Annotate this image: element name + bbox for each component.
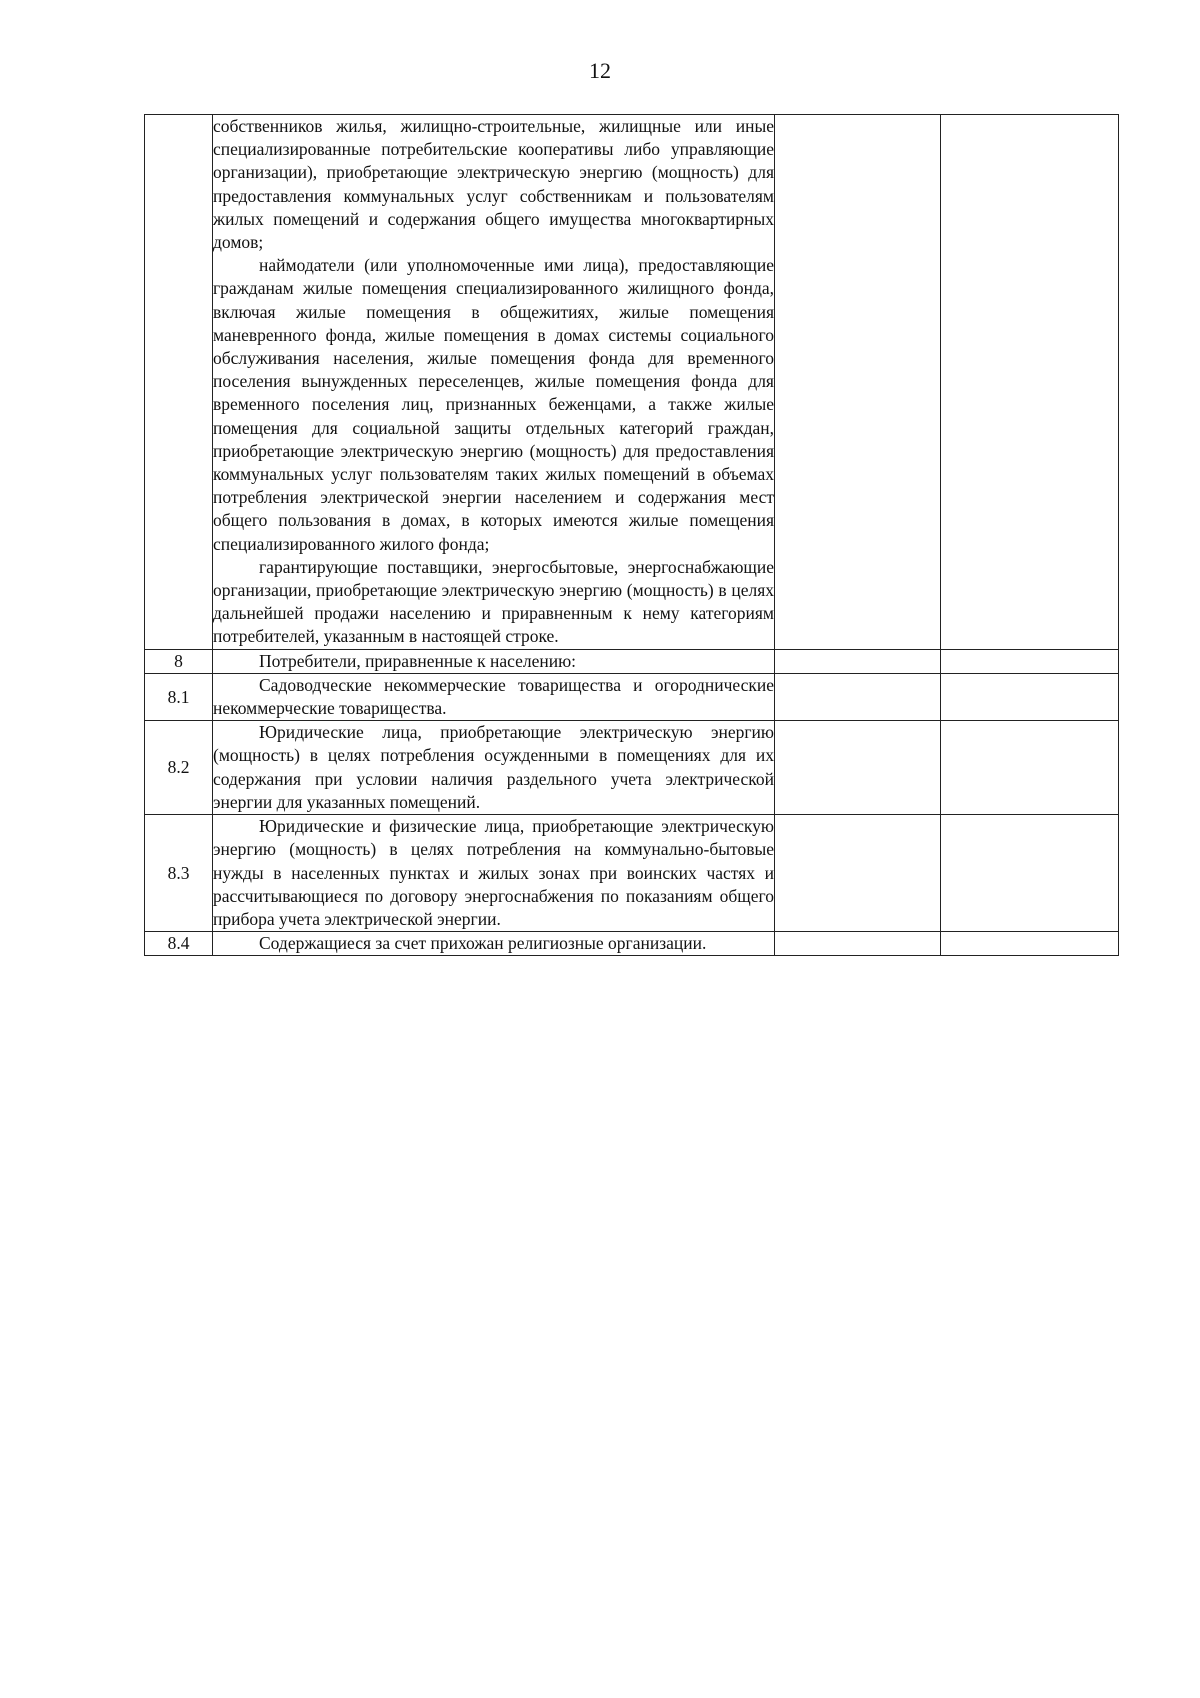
- empty-cell: [941, 649, 1119, 673]
- row-description-cell: [213, 721, 775, 815]
- row-description-cell: [213, 932, 775, 956]
- consumer-category-table: [144, 114, 1119, 956]
- description-paragraph: Потребители, приравненные к населению:: [259, 650, 577, 671]
- empty-cell: [941, 815, 1119, 932]
- empty-cell: [775, 115, 941, 650]
- empty-cell: [775, 649, 941, 673]
- row-description-cell: [213, 673, 775, 720]
- description-paragraph: гарантирующие поставщики, энергосбытовые, энергоснабжающие организации, приобретающие электрическую энергию (мощность) в целях дальнейшей продажи населению и приравненным к нему категориям потребителей, указанным в настоящей строке.: [213, 556, 774, 647]
- row-number-cell: 8.2: [145, 721, 213, 815]
- table-row: [145, 815, 1119, 932]
- row-number-cell: 8: [145, 649, 213, 673]
- empty-cell: [775, 932, 941, 956]
- row-description-cell: [213, 115, 775, 650]
- row-number-cell: 8.3: [145, 815, 213, 932]
- empty-cell: [941, 673, 1119, 720]
- row-number-cell: 8.1: [145, 673, 213, 720]
- description-paragraph: собственников жилья, жилищно-строительные, жилищные или иные специализированные потребительские кооперативы либо управляющие организации), приобретающие электрическую энергию (мощность) для предоставления коммунальных услуг собственникам и пользователям жилых помещений и содержания общего имущества многоквартирных домов;: [213, 116, 774, 253]
- empty-cell: [775, 815, 941, 932]
- empty-cell: [775, 673, 941, 720]
- table-row: [145, 115, 1119, 650]
- empty-cell: [941, 115, 1119, 650]
- row-description-cell: [213, 815, 775, 932]
- table-row: [145, 649, 1119, 673]
- description-paragraph: Юридические и физические лица, приобретающие электрическую энергию (мощность) в целях потребления на коммунально-бытовые нужды в населенных пунктах и жилых зонах при воинских частях и рассчитывающиеся по договору энергоснабжения по показаниям общего прибора учета электрической энергии.: [213, 816, 774, 929]
- row-number-cell: [145, 115, 213, 650]
- description-paragraph: Юридические лица, приобретающие электрическую энергию (мощность) в целях потребления осужденными в помещениях для их содержания при условии наличия раздельного учета электрической энергии для указанных помещений.: [213, 722, 774, 812]
- empty-cell: [775, 721, 941, 815]
- description-paragraph: Садоводческие некоммерческие товарищества и огороднические некоммерческие товарищества.: [213, 674, 774, 719]
- description-paragraph: наймодатели (или уполномоченные ими лица), предоставляющие гражданам жилые помещения специализированного жилищного фонда, включая жилые помещения в общежитиях, жилые помещения маневренного фонда, жилые помещения в домах системы социального обслуживания населения, жилые помещения фонда для временного поселения вынужденных переселенцев, жилые помещения фонда для временного поселения лиц, признанных беженцами, а также жилые помещения для социальной защиты отдельных категорий граждан, приобретающие электрическую энергию (мощность) для предоставления коммунальных услуг пользователям таких жилых помещений в объемах потребления электрической энергии населением и содержания мест общего пользования в домах, в которых имеются жилые помещения специализированного жилого фонда;: [213, 255, 774, 554]
- table-row: [145, 673, 1119, 720]
- empty-cell: [941, 721, 1119, 815]
- description-paragraph: Содержащиеся за счет прихожан религиозные организации.: [259, 933, 707, 954]
- row-number-cell: 8.4: [145, 932, 213, 956]
- page-number: 12: [589, 58, 611, 83]
- empty-cell: [941, 932, 1119, 956]
- table-row: [145, 932, 1119, 956]
- table-row: [145, 721, 1119, 815]
- row-description-cell: [213, 649, 775, 673]
